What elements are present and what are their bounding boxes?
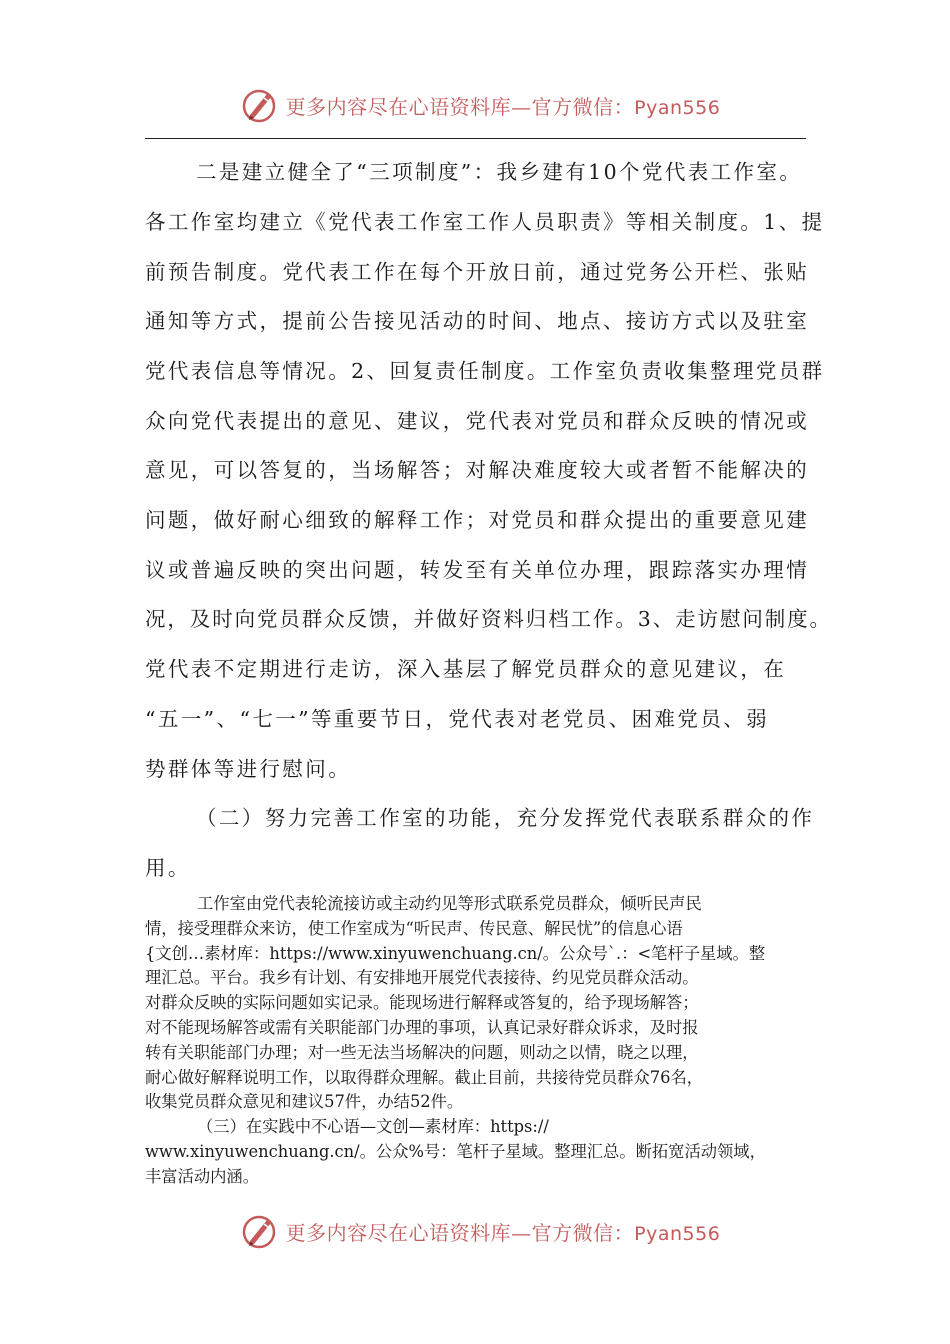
text-line: 党代表信息等情况。2、回复责任制度。工作室负责收集整理党员群: [145, 359, 825, 383]
footer-watermark: [0, 1206, 950, 1256]
text-line: 党代表不定期进行走访，深入基层了解党员群众的意见建议，在: [145, 657, 787, 681]
text-line: 众向党代表提出的意见、建议，党代表对党员和群众反映的情况或: [145, 409, 810, 433]
section-heading-3: （三）在实践中不心语—文创—素材库：https://: [197, 1117, 549, 1137]
text-line: 对群众反映的实际问题如实记录。能现场进行解释或答复的，给予现场解答；: [145, 993, 699, 1013]
text-line: 耐心做好解释说明工作，以取得群众理解。截止目前，共接待党员群众76名，: [145, 1067, 704, 1087]
text-line: 理汇总。平台。我乡有计划、有安排地开展党代表接待、约见党员群众活动。: [145, 968, 699, 988]
text-line: 前预告制度。党代表工作在每个开放日前，通过党务公开栏、张贴: [145, 260, 810, 284]
text-line: www.xinyuwenchuang.cn/。公众%号：笔杆子星域。整理汇总。断拓宽活动领域，: [145, 1141, 766, 1161]
header-divider: [145, 138, 806, 139]
header-watermark: [0, 80, 950, 130]
text-line: “五一”、“七一”等重要节日，党代表对老党员、困难党员、弱: [145, 707, 770, 731]
text-line: 二是建立健全了“三项制度”：我乡建有10个党代表工作室。: [196, 160, 803, 184]
text-line: 工作室由党代表轮流接访或主动约见等形式联系党员群众，倾听民声民: [197, 894, 702, 913]
text-line: 势群体等进行慰问。: [145, 757, 352, 781]
text-line: 各工作室均建立《党代表工作室工作人员职责》等相关制度。1、提: [145, 210, 825, 234]
text-line: 转有关职能部门办理；对一些无法当场解决的问题，则动之以情，晓之以理，: [145, 1042, 699, 1062]
text-line: 况，及时向党员群众反馈，并做好资料归档工作。3、走访慰问制度。: [145, 607, 832, 631]
text-line: 情，接受理群众来访，使工作室成为“听民声、传民意、解民忧”的信息心语: [145, 918, 683, 938]
text-line: 意见，可以答复的，当场解答；对解决难度较大或者暂不能解决的: [145, 458, 810, 482]
paragraph-studio-function: [145, 892, 815, 1190]
pen-logo-icon: [240, 85, 280, 125]
text-line: 对不能现场解答或需有关职能部门办理的事项，认真记录好群众诉求，及时报: [145, 1017, 699, 1037]
watermark-text: 更多内容尽在心语资料库—官方微信：: [285, 94, 635, 119]
watermark-contact: Pyan556: [634, 96, 721, 119]
text-line: 通知等方式，提前公告接见活动的时间、地点、接访方式以及驻室: [145, 309, 810, 333]
text-line: {文创…素材库：https://www.xinyuwenchuang.cn/。公众号`.：<笔杆子星域。整: [145, 943, 766, 963]
heading-line: （二）努力完善工作室的功能，充分发挥党代表联系群众的作: [196, 806, 815, 830]
text-line: 问题，做好耐心细致的解释工作；对党员和群众提出的重要意见建: [145, 508, 810, 532]
text-line: 议或普遍反映的突出问题，转发至有关单位办理，跟踪落实办理情: [145, 558, 810, 582]
pen-logo-icon: [240, 1211, 280, 1251]
text-line: 收集党员群众意见和建议57件，办结52件。: [145, 1092, 464, 1112]
watermark-contact: Pyan556: [634, 1222, 721, 1245]
watermark-text: 更多内容尽在心语资料库—官方微信：: [285, 1220, 635, 1245]
text-line: 丰富活动内涵。: [145, 1166, 259, 1186]
heading-line: 用。: [145, 856, 191, 880]
